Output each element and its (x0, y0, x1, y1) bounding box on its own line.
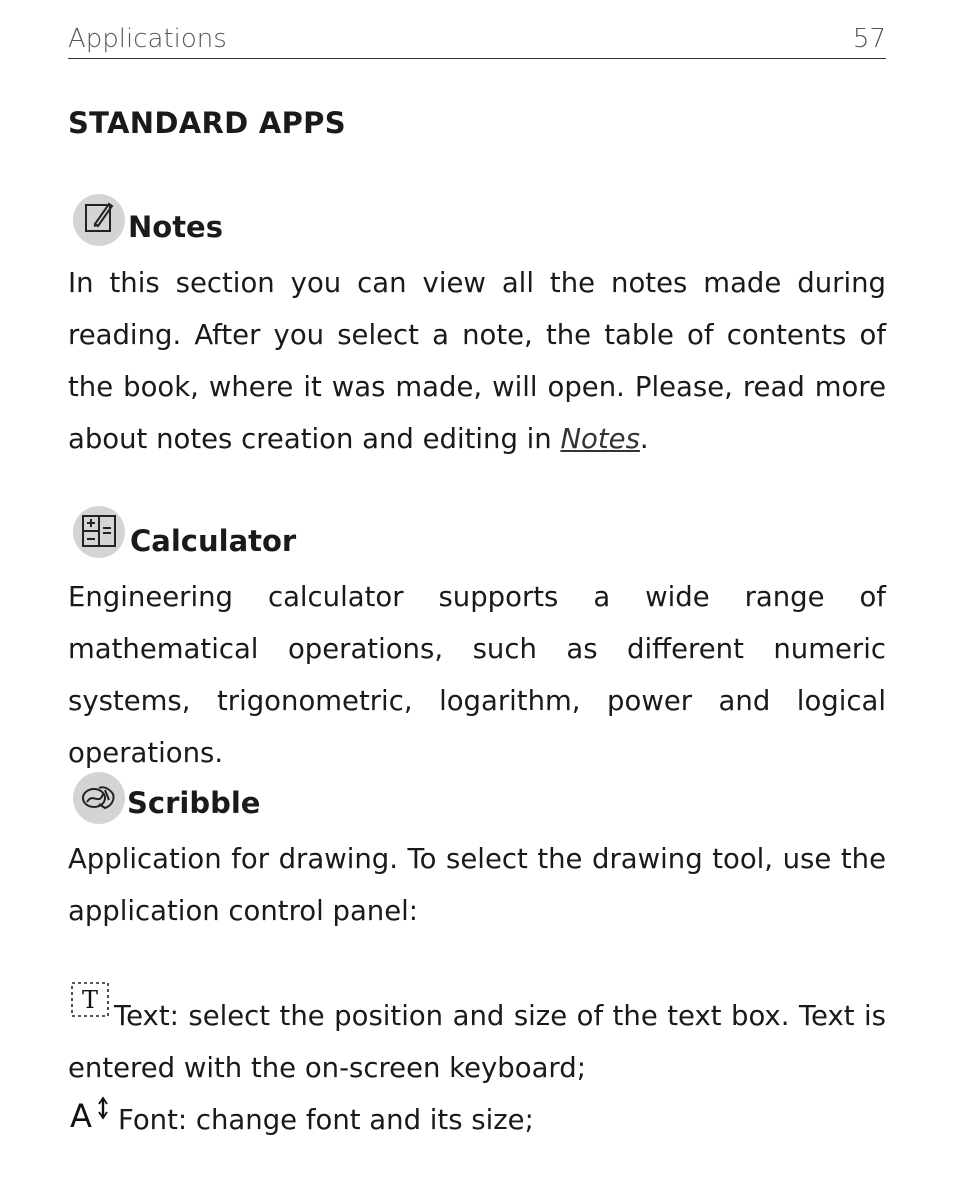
page-header (68, 24, 886, 59)
section-title: STANDARD APPS (68, 106, 346, 140)
running-title: Applications (68, 24, 227, 54)
scribble-title: Scribble (127, 786, 261, 820)
svg-text:T: T (81, 986, 99, 1014)
calculator-description: Engineering calculator supports a wide range of mathematical operations, such as different numeric systems, trigonometric, logarithm, power and logical operations. (68, 581, 886, 769)
font-tool-icon (70, 1096, 110, 1136)
notes-description: In this section you can view all the notes made during reading. After you select a note, the table of contents of the book, where it was made, will open. Please, read more about notes creation and editing in Notes. (68, 267, 886, 455)
notes-link[interactable]: Notes (560, 423, 640, 455)
calculator-title: Calculator (130, 524, 297, 558)
notes-title: Notes (128, 210, 223, 244)
scribble-description: Application for drawing. To select the drawing tool, use the application control panel: (68, 843, 886, 927)
font-tool-description: Font: change font and its size; (118, 1104, 534, 1136)
page-number: 57 (852, 24, 886, 54)
calculator-icon (73, 506, 125, 558)
scribble-icon (73, 772, 125, 824)
notes-icon (73, 194, 125, 246)
svg-text:A: A (70, 1097, 92, 1132)
text-tool-description: Text: select the position and size of the text box. Text is entered with the on-screen keyboard; (68, 1000, 886, 1084)
